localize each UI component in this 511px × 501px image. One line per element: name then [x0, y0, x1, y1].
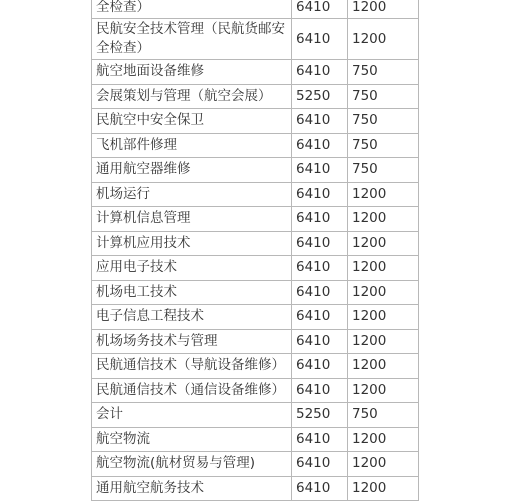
- table-row: [92, 133, 419, 158]
- accommodation-cell: 750: [348, 109, 419, 134]
- accommodation-cell: 1200: [348, 256, 419, 281]
- major-name-cell: 机场场务技术与管理: [92, 329, 292, 354]
- major-name-cell: 飞机部件修理: [92, 133, 292, 158]
- accommodation-cell: 1200: [348, 280, 419, 305]
- accommodation-cell: 1200: [348, 182, 419, 207]
- accommodation-cell: 1200: [348, 452, 419, 477]
- table-row: [92, 452, 419, 477]
- table-row: [92, 354, 419, 379]
- tuition-cell: 6410: [292, 378, 348, 403]
- table-row: [92, 305, 419, 330]
- major-name-cell: 民航通信技术（导航设备维修）: [92, 354, 292, 379]
- fee-table-body: [92, 0, 419, 501]
- table-row: [92, 329, 419, 354]
- table-row: [92, 378, 419, 403]
- major-name-cell: 计算机应用技术: [92, 231, 292, 256]
- accommodation-cell: 750: [348, 84, 419, 109]
- major-name-cell: 会展策划与管理（航空会展）: [92, 84, 292, 109]
- accommodation-cell: 1200: [348, 427, 419, 452]
- major-name-cell: 民航通信技术（通信设备维修）: [92, 378, 292, 403]
- tuition-cell: 5250: [292, 84, 348, 109]
- table-row: [92, 182, 419, 207]
- tuition-cell: 6410: [292, 158, 348, 183]
- tuition-cell: 6410: [292, 427, 348, 452]
- major-name-cell: 电子信息工程技术: [92, 305, 292, 330]
- tuition-cell: 6410: [292, 452, 348, 477]
- major-name-cell: 民航安全技术管理（民航货邮安全检查）: [92, 19, 292, 60]
- table-row: [92, 427, 419, 452]
- accommodation-cell: 1200: [348, 354, 419, 379]
- tuition-cell: 6410: [292, 280, 348, 305]
- table-row: [92, 19, 419, 60]
- tuition-cell: 6410: [292, 329, 348, 354]
- accommodation-cell: 1200: [348, 305, 419, 330]
- tuition-cell: 6410: [292, 182, 348, 207]
- table-row: [92, 207, 419, 232]
- tuition-cell: 6410: [292, 354, 348, 379]
- tuition-cell: 6410: [292, 109, 348, 134]
- major-name-cell: 航空物流: [92, 427, 292, 452]
- accommodation-cell: 1200: [348, 231, 419, 256]
- accommodation-cell: 1200: [348, 329, 419, 354]
- table-row: [92, 158, 419, 183]
- tuition-cell: 6410: [292, 207, 348, 232]
- tuition-cell: 6410: [292, 305, 348, 330]
- tuition-cell: 6410: [292, 133, 348, 158]
- table-row: [92, 256, 419, 281]
- table-row: [92, 403, 419, 428]
- accommodation-cell: 1200: [348, 207, 419, 232]
- fee-table: [91, 0, 419, 501]
- major-name-cell: 机场电工技术: [92, 280, 292, 305]
- accommodation-cell: 1200: [348, 378, 419, 403]
- table-row: [92, 84, 419, 109]
- accommodation-cell: 1200: [348, 476, 419, 501]
- major-name-cell: 通用航空器维修: [92, 158, 292, 183]
- table-row: [92, 231, 419, 256]
- accommodation-cell: 750: [348, 158, 419, 183]
- tuition-cell: 6410: [292, 0, 348, 19]
- table-row: [92, 280, 419, 305]
- major-name-cell: 计算机信息管理: [92, 207, 292, 232]
- major-name-cell: 航空地面设备维修: [92, 60, 292, 85]
- accommodation-cell: 750: [348, 133, 419, 158]
- table-row: [92, 0, 419, 19]
- accommodation-cell: 1200: [348, 0, 419, 19]
- fee-table-container: [91, 0, 418, 501]
- major-name-cell: 航空物流(航材贸易与管理): [92, 452, 292, 477]
- major-name-cell: 民航空中安全保卫: [92, 109, 292, 134]
- table-row: [92, 60, 419, 85]
- tuition-cell: 5250: [292, 403, 348, 428]
- major-name-cell: 会计: [92, 403, 292, 428]
- major-name-cell: 应用电子技术: [92, 256, 292, 281]
- major-name-cell: 机场运行: [92, 182, 292, 207]
- tuition-cell: 6410: [292, 256, 348, 281]
- tuition-cell: 6410: [292, 476, 348, 501]
- accommodation-cell: 750: [348, 60, 419, 85]
- tuition-cell: 6410: [292, 19, 348, 60]
- tuition-cell: 6410: [292, 231, 348, 256]
- accommodation-cell: 1200: [348, 19, 419, 60]
- accommodation-cell: 750: [348, 403, 419, 428]
- table-row: [92, 476, 419, 501]
- major-name-cell: 全检查）: [92, 0, 292, 19]
- tuition-cell: 6410: [292, 60, 348, 85]
- major-name-cell: 通用航空航务技术: [92, 476, 292, 501]
- table-row: [92, 109, 419, 134]
